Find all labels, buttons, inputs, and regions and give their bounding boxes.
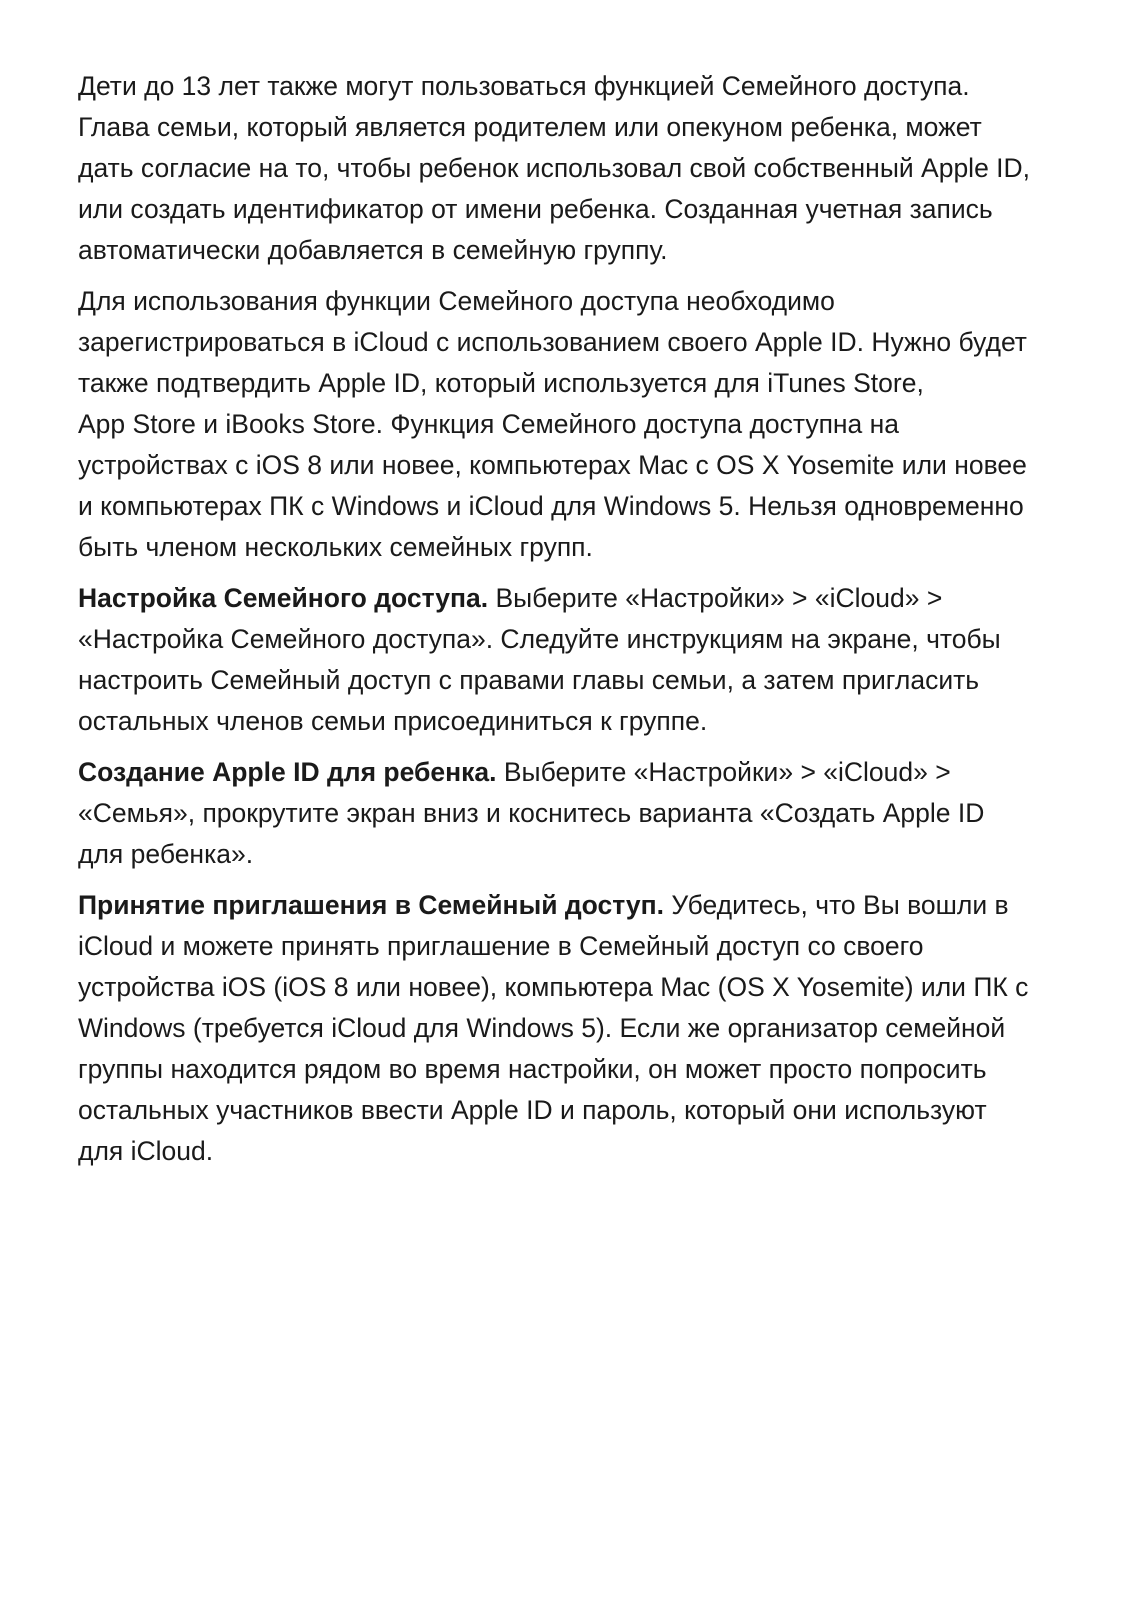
paragraph-setup-family-sharing xyxy=(78,578,1063,742)
text-line: остальных участников ввести Apple ID и пароль, который они используют xyxy=(78,1095,987,1125)
text-line: для iCloud. xyxy=(78,1136,214,1166)
paragraph-lead-heading: Принятие приглашения в Семейный доступ. xyxy=(78,890,664,920)
paragraph-lead-heading: Создание Apple ID для ребенка. xyxy=(78,757,497,787)
text-line: «Семья», прокрутите экран вниз и коснитесь варианта «Создать Apple ID xyxy=(78,798,985,828)
text-line: быть членом нескольких семейных групп. xyxy=(78,532,593,562)
text-line: для ребенка». xyxy=(78,839,254,869)
paragraph-children-under-13 xyxy=(78,66,1063,271)
text-line: настроить Семейный доступ с правами главы семьи, а затем пригласить xyxy=(78,665,980,695)
paragraph-create-child-apple-id xyxy=(78,752,1063,875)
text-run: Выберите «Настройки» > «iCloud» > xyxy=(488,583,943,613)
text-line: также подтвердить Apple ID, который используется для iTunes Store, xyxy=(78,368,924,398)
text-line xyxy=(78,885,1063,926)
paragraph-accept-invitation xyxy=(78,885,1063,1172)
text-line: iCloud и можете принять приглашение в Семейный доступ со своего xyxy=(78,931,924,961)
paragraph-lead-heading: Настройка Семейного доступа. xyxy=(78,583,489,613)
text-line: Windows (требуется iCloud для Windows 5). Если же организатор семейной xyxy=(78,1013,1006,1043)
text-line: Дети до 13 лет также могут пользоваться функцией Семейного доступа. xyxy=(78,71,970,101)
text-line: App Store и iBooks Store. Функция Семейного доступа доступна на xyxy=(78,409,900,439)
text-line: автоматически добавляется в семейную группу. xyxy=(78,235,668,265)
text-line: устройства iOS (iOS 8 или новее), компьютера Mac (OS X Yosemite) или ПК с xyxy=(78,972,1029,1002)
text-line: или создать идентификатор от имени ребенка. Созданная учетная запись xyxy=(78,194,993,224)
text-line: дать согласие на то, чтобы ребенок использовал свой собственный Apple ID, xyxy=(78,153,1031,183)
text-line xyxy=(78,578,1063,619)
text-line: «Настройка Семейного доступа». Следуйте инструкциям на экране, чтобы xyxy=(78,624,1001,654)
text-line: Глава семьи, который является родителем или опекуном ребенка, может xyxy=(78,112,982,142)
text-line: зарегистрироваться в iCloud с использованием своего Apple ID. Нужно будет xyxy=(78,327,1027,357)
text-line: группы находится рядом во время настройки, он может просто попросить xyxy=(78,1054,987,1084)
text-line: остальных членов семьи присоединиться к группе. xyxy=(78,706,708,736)
text-line xyxy=(78,752,1063,793)
document-page xyxy=(78,66,1063,1182)
text-run: Убедитесь, что Вы вошли в xyxy=(664,890,1009,920)
text-line: Для использования функции Семейного доступа необходимо xyxy=(78,286,835,316)
text-run: Выберите «Настройки» > «iCloud» > xyxy=(496,757,951,787)
text-line: и компьютерах ПК с Windows и iCloud для Windows 5. Нельзя одновременно xyxy=(78,491,1024,521)
text-line: устройствах с iOS 8 или новее, компьютерах Mac с OS X Yosemite или новее xyxy=(78,450,1027,480)
paragraph-requirements xyxy=(78,281,1063,568)
